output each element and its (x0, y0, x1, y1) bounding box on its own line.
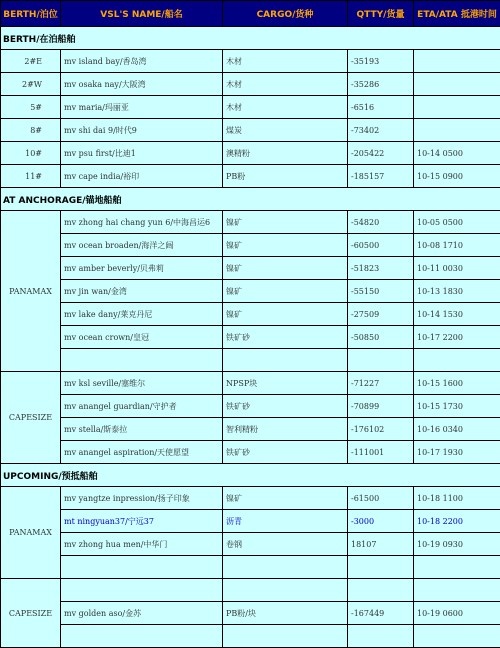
vessel-name-cell: mv cape india/裕印 (61, 165, 223, 188)
berth-cell: 10# (1, 142, 61, 165)
berth-cell: 2#W (1, 73, 61, 96)
vessel-name-cell: mv ocean broaden/海洋之阔 (61, 234, 223, 257)
quantity-cell: -167449 (348, 602, 414, 625)
berth-cell: 2#E (1, 50, 61, 73)
vessel-name-cell: mv island bay/香岛湾 (61, 50, 223, 73)
cargo-cell: 铁矿砂 (223, 326, 348, 349)
quantity-cell: -111001 (348, 441, 414, 464)
vessel-name-cell: mv anangel aspiration/天使愿望 (61, 441, 223, 464)
eta-cell: 10-11 0030 (414, 257, 500, 280)
table-row (1, 602, 500, 625)
quantity-cell: -205422 (348, 142, 414, 165)
vessel-name-cell: mv osaka nay/大阪湾 (61, 73, 223, 96)
cargo-cell: 澳精粉 (223, 142, 348, 165)
cargo-cell: 镍矿 (223, 211, 348, 234)
table-row (1, 556, 500, 579)
quantity-cell: -73402 (348, 119, 414, 142)
eta-cell (414, 625, 500, 648)
quantity-cell: -6516 (348, 96, 414, 119)
section-row-berth (1, 27, 500, 50)
quantity-cell: -185157 (348, 165, 414, 188)
cargo-cell (223, 556, 348, 579)
vessel-class-cell: PANAMAX (1, 487, 61, 579)
berth-cell: 11# (1, 165, 61, 188)
cargo-cell: 智利精粉 (223, 418, 348, 441)
vessel-class-cell: PANAMAX (1, 211, 61, 372)
eta-cell: 10-15 0900 (414, 165, 500, 188)
quantity-cell: -50850 (348, 326, 414, 349)
quantity-cell: -71227 (348, 372, 414, 395)
vessel-name-cell: mv stella/斯泰拉 (61, 418, 223, 441)
table-row (1, 326, 500, 349)
header-vessel-name: VSL'S NAME/船名 (61, 1, 223, 27)
quantity-cell: -60500 (348, 234, 414, 257)
section-row-upcoming (1, 464, 500, 487)
table-row (1, 73, 500, 96)
table-row (1, 303, 500, 326)
eta-cell: 10-19 0600 (414, 602, 500, 625)
vessel-name-cell: mv lake dany/莱克丹尼 (61, 303, 223, 326)
table-row (1, 625, 500, 648)
quantity-cell: -35286 (348, 73, 414, 96)
table-row (1, 280, 500, 303)
table-row (1, 533, 500, 556)
quantity-cell (348, 625, 414, 648)
eta-cell: 10-18 2200 (414, 510, 500, 533)
vessel-name-cell: mv jin wan/金湾 (61, 280, 223, 303)
berth-cell: 8# (1, 119, 61, 142)
cargo-cell: 木材 (223, 96, 348, 119)
table-row (1, 96, 500, 119)
table-row (1, 165, 500, 188)
cargo-cell: PB粉/块 (223, 602, 348, 625)
vessel-name-cell: mv anangel guardian/守护者 (61, 395, 223, 418)
eta-cell (414, 119, 500, 142)
vessel-name-cell: mv shi dai 9/时代9 (61, 119, 223, 142)
eta-cell: 10-19 0930 (414, 533, 500, 556)
eta-cell: 10-08 1710 (414, 234, 500, 257)
quantity-cell (348, 579, 414, 602)
quantity-cell: -35193 (348, 50, 414, 73)
cargo-cell (223, 625, 348, 648)
eta-cell: 10-14 1530 (414, 303, 500, 326)
quantity-cell: -54820 (348, 211, 414, 234)
vessel-name-cell (61, 349, 223, 372)
cargo-cell: NPSP块 (223, 372, 348, 395)
eta-cell: 10-15 1600 (414, 372, 500, 395)
quantity-cell: -3000 (348, 510, 414, 533)
table-row (1, 487, 500, 510)
cargo-cell: PB粉 (223, 165, 348, 188)
cargo-cell: 木材 (223, 50, 348, 73)
cargo-cell: 沥青 (223, 510, 348, 533)
table-row (1, 441, 500, 464)
table-row (1, 211, 500, 234)
table-row (1, 119, 500, 142)
vessel-name-cell: mv zhong hai chang yun 6/中海昌运6 (61, 211, 223, 234)
quantity-cell: -51823 (348, 257, 414, 280)
vessel-name-cell: mv maria/玛丽亚 (61, 96, 223, 119)
cargo-cell: 木材 (223, 73, 348, 96)
eta-cell: 10-15 1730 (414, 395, 500, 418)
vessel-name-cell: mv zhong hua men/中华门 (61, 533, 223, 556)
cargo-cell (223, 579, 348, 602)
cargo-cell: 铁矿砂 (223, 395, 348, 418)
cargo-cell: 卷钢 (223, 533, 348, 556)
cargo-cell: 镍矿 (223, 234, 348, 257)
section-row-anchorage (1, 188, 500, 211)
table-row (1, 510, 500, 533)
eta-cell (414, 579, 500, 602)
table-row (1, 234, 500, 257)
quantity-cell: -70899 (348, 395, 414, 418)
table-row (1, 418, 500, 441)
header-berth: BERTH/泊位 (1, 1, 61, 27)
table-row (1, 50, 500, 73)
header-cargo: CARGO/货种 (223, 1, 348, 27)
eta-cell: 10-18 1100 (414, 487, 500, 510)
eta-cell: 10-13 1830 (414, 280, 500, 303)
header-quantity: QTTY/货量 (348, 1, 414, 27)
vessel-name-cell: mv ksl seville/塞维尔 (61, 372, 223, 395)
header-eta: ETA/ATA 抵港时间 (414, 1, 500, 27)
eta-cell (414, 349, 500, 372)
cargo-cell: 镍矿 (223, 257, 348, 280)
header-row (1, 1, 500, 27)
vessel-name-cell: mv yangtze inpression/扬子印象 (61, 487, 223, 510)
vessel-name-cell (61, 579, 223, 602)
vessel-name-cell: mv psu first/比迪1 (61, 142, 223, 165)
section-title-upcoming: UPCOMING/预抵船舶 (1, 464, 500, 487)
eta-cell: 10-16 0340 (414, 418, 500, 441)
quantity-cell: 18107 (348, 533, 414, 556)
eta-cell (414, 50, 500, 73)
table-row (1, 372, 500, 395)
quantity-cell: -61500 (348, 487, 414, 510)
section-title-anchorage: AT ANCHORAGE/锚地船舶 (1, 188, 500, 211)
cargo-cell: 镍矿 (223, 280, 348, 303)
vessel-name-cell: mt ningyuan37/宁远37 (61, 510, 223, 533)
quantity-cell: -27509 (348, 303, 414, 326)
vessel-name-cell: mv ocean crown/皇冠 (61, 326, 223, 349)
berth-cell: 5# (1, 96, 61, 119)
cargo-cell: 镍矿 (223, 303, 348, 326)
vessel-class-cell: CAPESIZE (1, 372, 61, 464)
quantity-cell: -176102 (348, 418, 414, 441)
cargo-cell: 煤炭 (223, 119, 348, 142)
table-row (1, 142, 500, 165)
eta-cell (414, 96, 500, 119)
eta-cell: 10-17 1930 (414, 441, 500, 464)
cargo-cell (223, 349, 348, 372)
vessel-name-cell (61, 556, 223, 579)
vessel-name-cell: mv amber beverly/贝弗莉 (61, 257, 223, 280)
quantity-cell (348, 349, 414, 372)
vessel-name-cell: mv golden aso/金苏 (61, 602, 223, 625)
eta-cell: 10-05 0500 (414, 211, 500, 234)
vessel-name-cell (61, 625, 223, 648)
vessel-class-cell: CAPESIZE (1, 579, 61, 648)
cargo-cell: 镍矿 (223, 487, 348, 510)
eta-cell (414, 556, 500, 579)
table-row (1, 349, 500, 372)
table-row (1, 395, 500, 418)
eta-cell: 10-17 2200 (414, 326, 500, 349)
quantity-cell (348, 556, 414, 579)
table-row (1, 579, 500, 602)
eta-cell (414, 73, 500, 96)
table-row (1, 257, 500, 280)
cargo-cell: 铁矿砂 (223, 441, 348, 464)
eta-cell: 10-14 0500 (414, 142, 500, 165)
quantity-cell: -55150 (348, 280, 414, 303)
section-title-berth: BERTH/在泊船舶 (1, 27, 500, 50)
